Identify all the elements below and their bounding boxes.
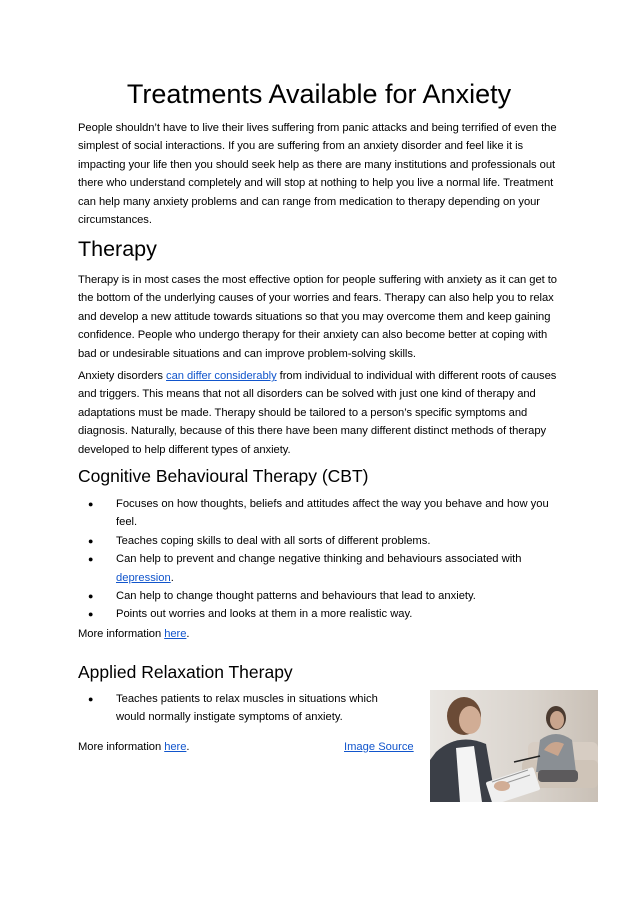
list-item <box>78 605 568 623</box>
cbt-heading: Cognitive Behavioural Therapy (CBT) <box>78 466 369 486</box>
therapy-paragraph-2-text-end: from individual to individual with different roots of causes and triggers. This means that not all disorders can be solved with just one kind of therapy and adaptations must be made. Therapy should be tailored to a person’s specific symptoms and diagnosis. Naturally, because of this there have been many different distinct methods of therapy developed to help different types of anxiety. <box>78 370 557 456</box>
therapy-session-photo <box>430 690 598 802</box>
more-information-period: . <box>186 628 190 640</box>
more-information-period: . <box>186 741 190 753</box>
list-item-text-end: . <box>170 571 174 584</box>
list-item-text: Teaches coping skills to deal with all sorts of different problems. <box>116 534 431 547</box>
list-item <box>78 587 568 605</box>
list-item-text: Points out worries and looks at them in a more realistic way. <box>116 608 413 621</box>
list-item <box>78 532 568 550</box>
bullet-icon: ● <box>88 694 94 704</box>
cbt-bullet-list <box>78 495 568 624</box>
relaxation-bullet-list <box>78 690 408 727</box>
bullet-icon: ● <box>88 591 94 602</box>
therapy-heading: Therapy <box>78 237 157 261</box>
applied-relaxation-heading: Applied Relaxation Therapy <box>78 662 293 682</box>
page-title: Treatments Available for Anxiety <box>126 79 512 109</box>
can-differ-considerably-link[interactable]: can differ considerably <box>166 370 277 382</box>
list-item <box>78 550 568 587</box>
image-source-link[interactable]: Image Source <box>344 741 414 753</box>
more-information-label: More information <box>78 628 165 640</box>
list-item <box>78 495 568 532</box>
list-item-text: Can help to change thought patterns and behaviours that lead to anxiety. <box>116 590 476 603</box>
more-information-label: More information <box>78 741 165 753</box>
list-item-text: Focuses on how thoughts, beliefs and attitudes affect the way you behave and how you feel. <box>116 498 549 529</box>
intro-paragraph: People shouldn’t have to live their lives suffering from panic attacks and being terrified of even the simplest of social interactions. If you are suffering from an anxiety disorder and feel like it is impacting your life then you should seek help as there are many institutions and professionals out there who understand completely and will stop at nothing to help you live a normal life. Treatment can help many anxiety problems and can range from medication to therapy depending on your circumstances. <box>78 122 557 227</box>
relaxation-here-link[interactable]: here <box>164 741 187 753</box>
bullet-icon: ● <box>88 609 94 620</box>
cbt-more-information <box>78 625 568 643</box>
bullet-icon: ● <box>88 554 94 565</box>
therapy-paragraph-2-text-start: Anxiety disorders <box>78 370 167 382</box>
depression-link[interactable]: depression <box>116 571 171 584</box>
therapy-session-illustration <box>430 690 598 802</box>
cbt-here-link[interactable]: here <box>164 628 187 640</box>
bullet-icon: ● <box>88 535 94 546</box>
therapy-paragraph-1: Therapy is in most cases the most effective option for people suffering with anxiety as it can get to the bottom of the underlying causes of your worries and fears. Therapy can also help you to relax and develop a new attitude towards situations so that you may overcome them and keep gaining confidence. People who undergo therapy for their anxiety can also become better at coping with bad or undesirable situations and can improve problem-solving skills. <box>78 274 557 360</box>
list-item <box>78 690 408 727</box>
bullet-icon: ● <box>88 499 94 509</box>
list-item-text: Can help to prevent and change negative thinking and behaviours associated with <box>116 553 522 566</box>
therapy-paragraph-2 <box>78 367 568 459</box>
list-item-text: Teaches patients to relax muscles in situations which would normally instigate symptoms of anxiety. <box>116 693 378 724</box>
